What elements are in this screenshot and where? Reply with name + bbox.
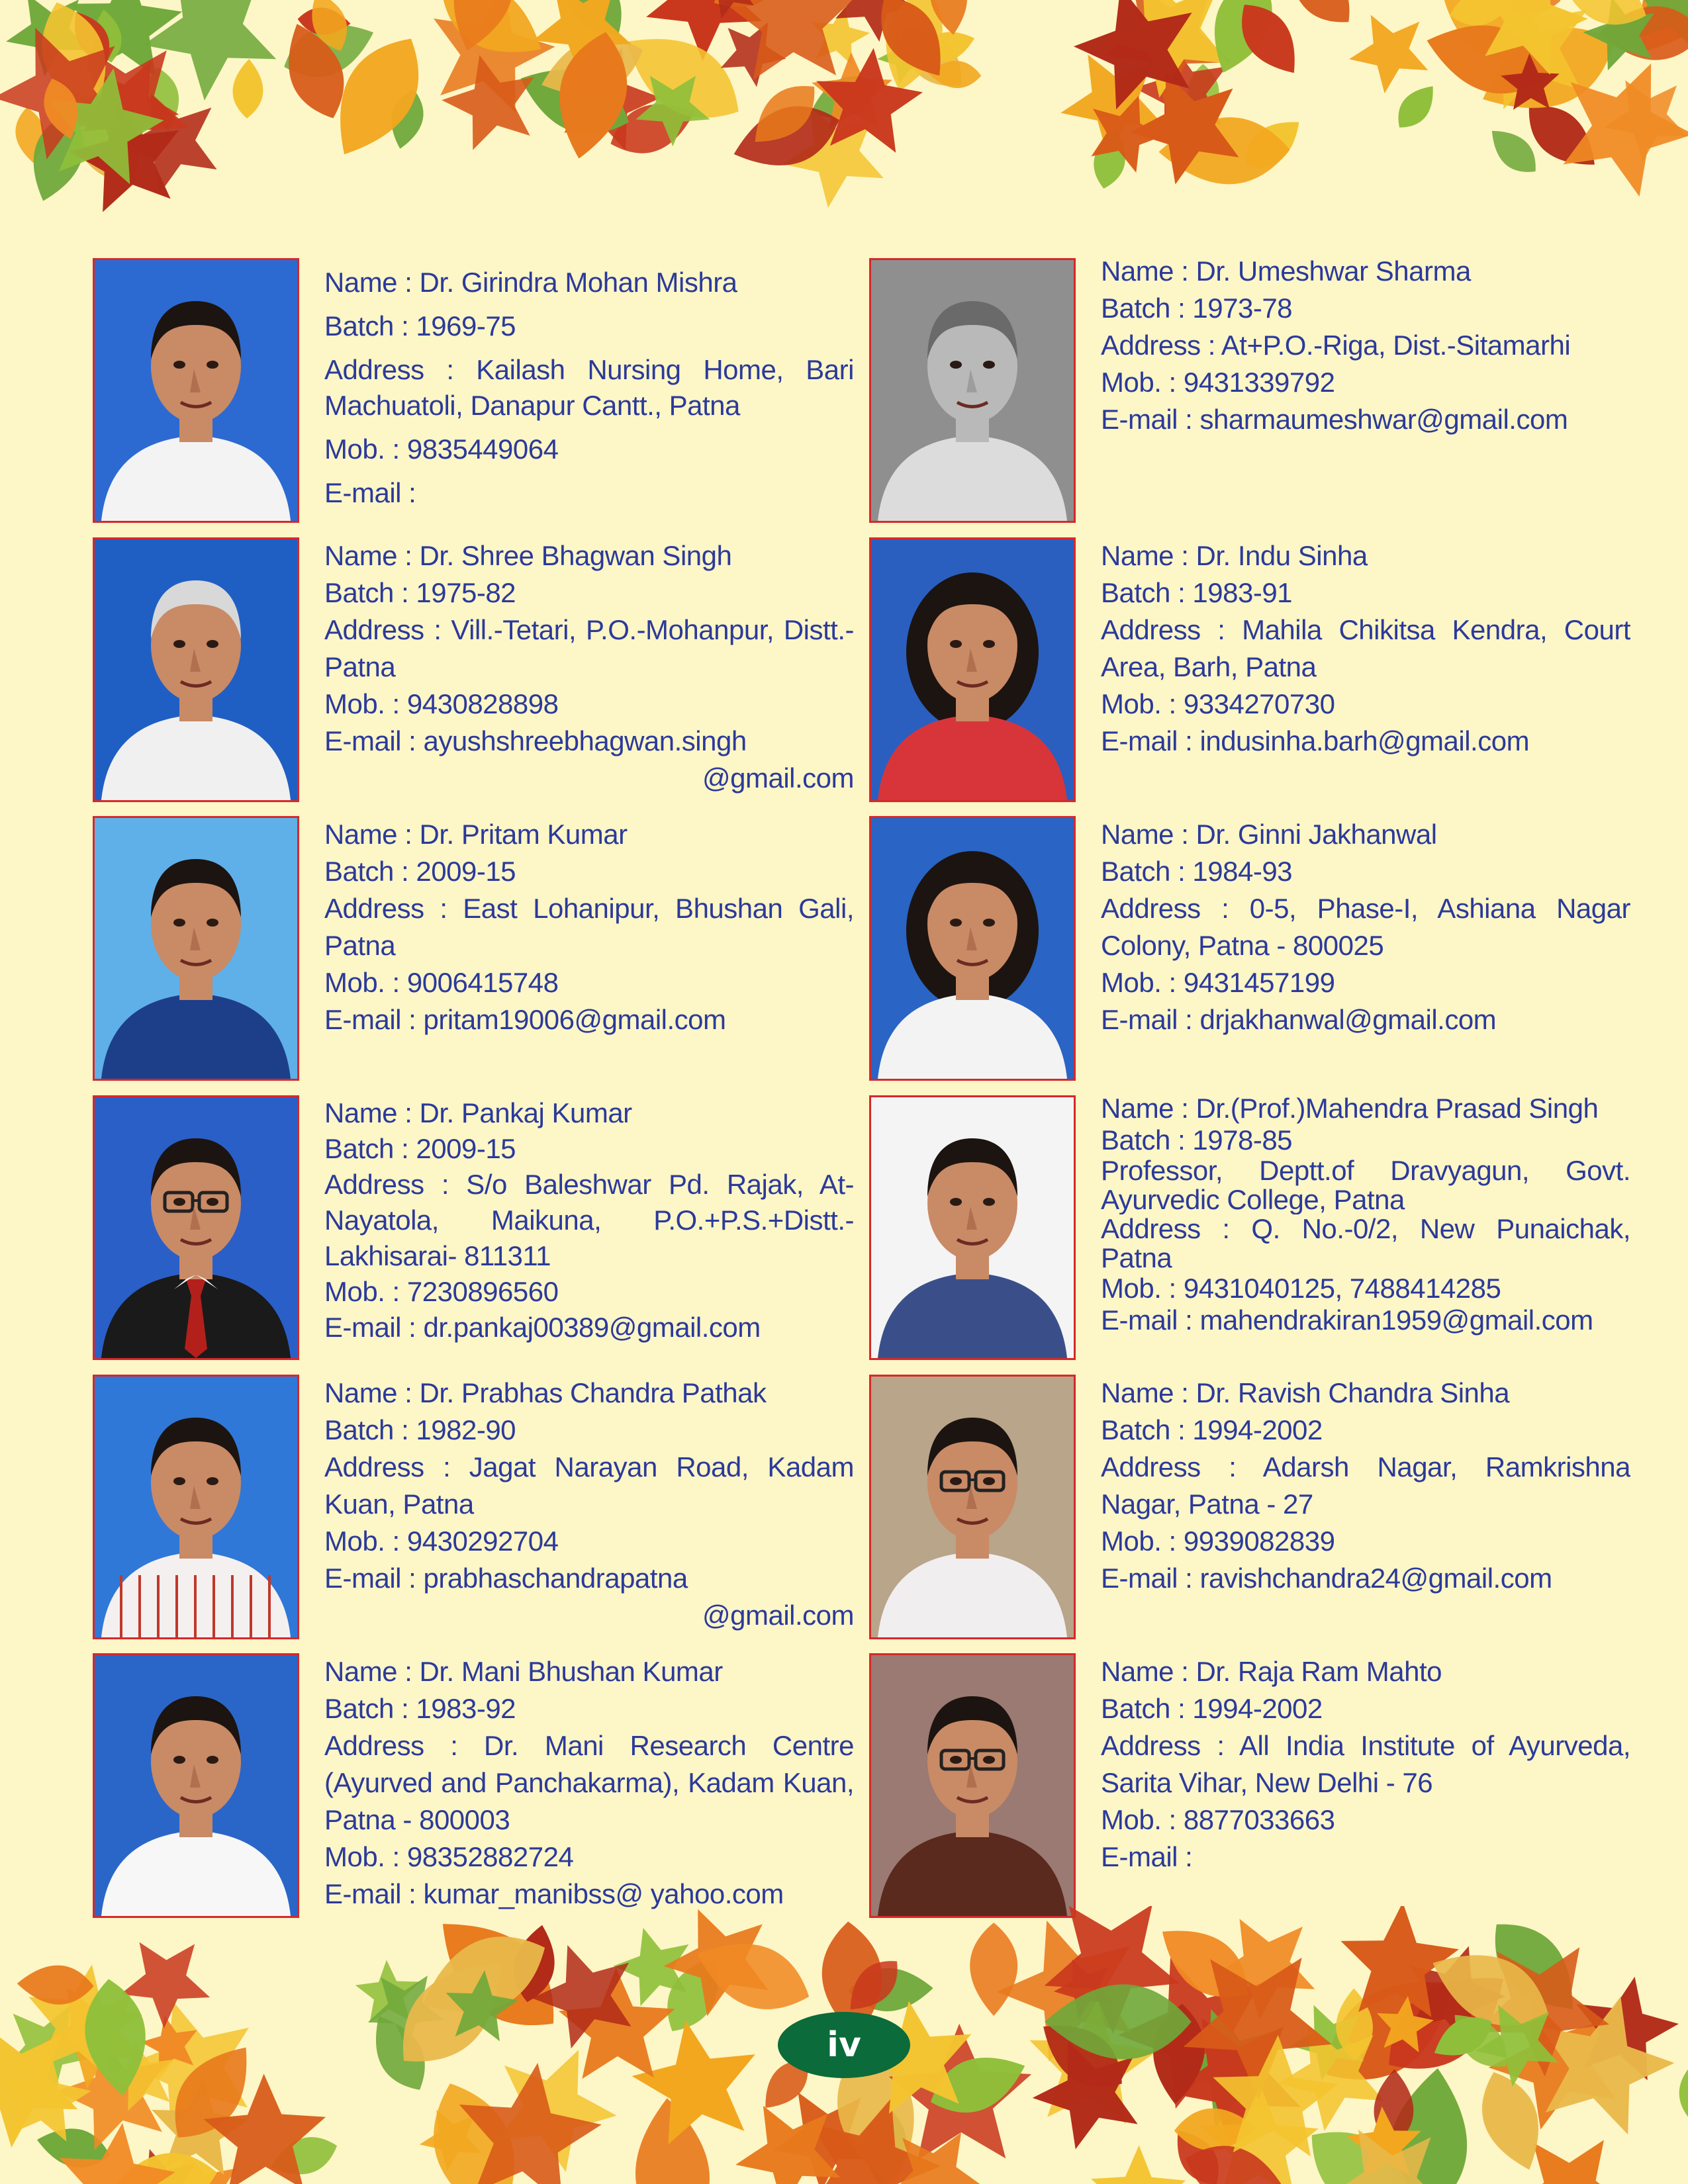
- member-email: E-mail : prabhaschandrapatna: [324, 1563, 688, 1594]
- member-name: Name : Dr. Shree Bhagwan Singh: [324, 540, 732, 571]
- member-email: E-mail : ravishchandra24@gmail.com: [1101, 1563, 1552, 1594]
- member-mobile: Mob. : 8877033663: [1101, 1804, 1335, 1835]
- member-photo: [93, 1375, 299, 1639]
- member-mobile: Mob. : 9430292704: [324, 1525, 559, 1557]
- member-name: Name : Dr.(Prof.)Mahendra Prasad Singh: [1101, 1093, 1599, 1124]
- member-name: Name : Dr. Mani Bhushan Kumar: [324, 1656, 723, 1687]
- member-photo: [869, 1375, 1076, 1639]
- member-card: [93, 1375, 861, 1639]
- member-name: Name : Dr. Indu Sinha: [1101, 540, 1368, 571]
- leaf-decoration: [1675, 2052, 1688, 2124]
- member-email: E-mail : sharmaumeshwar@gmail.com: [1101, 404, 1568, 435]
- member-card: [869, 255, 1637, 523]
- member-photo: [93, 816, 299, 1081]
- member-email: E-mail :: [1101, 1841, 1193, 1872]
- member-batch: Batch : 1969-75: [324, 310, 516, 341]
- member-address: Address : Mahila Chikitsa Kendra, Court Area, Barh, Patna: [1101, 614, 1630, 682]
- member-photo: [869, 537, 1076, 802]
- member-name: Name : Dr. Raja Ram Mahto: [1101, 1656, 1442, 1687]
- member-photo: [869, 816, 1076, 1081]
- member-card: [93, 1095, 861, 1360]
- leaf-decoration: [1345, 13, 1434, 99]
- member-designation: Professor, Deptt.of Dravyagun, Govt. Ayurvedic College, Patna: [1101, 1156, 1630, 1214]
- member-batch: Batch : 1994-2002: [1101, 1414, 1323, 1445]
- member-address: Address : Dr. Mani Research Centre (Ayurved and Panchakarma), Kadam Kuan, Patna - 800003: [324, 1730, 854, 1835]
- member-email: E-mail : drjakhanwal@gmail.com: [1101, 1004, 1497, 1035]
- member-mobile: Mob. : 9431457199: [1101, 967, 1335, 998]
- member-card: [93, 258, 861, 523]
- leaf-decoration: [1389, 77, 1443, 136]
- member-photo: [869, 258, 1076, 523]
- member-card: [869, 537, 1637, 802]
- member-batch: Batch : 1983-92: [324, 1693, 516, 1724]
- member-email: E-mail : indusinha.barh@gmail.com: [1101, 725, 1530, 756]
- member-batch: Batch : 1982-90: [324, 1414, 516, 1445]
- member-batch: Batch : 2009-15: [324, 1133, 516, 1164]
- member-batch: Batch : 1983-91: [1101, 577, 1293, 608]
- leaf-decoration: [970, 1923, 1017, 2016]
- top-leaf-border: [0, 0, 1688, 218]
- member-name: Name : Dr. Ravish Chandra Sinha: [1101, 1377, 1510, 1408]
- leaf-decoration: [438, 53, 535, 154]
- member-photo: [93, 258, 299, 523]
- member-batch: Batch : 1984-93: [1101, 856, 1293, 887]
- member-photo: [93, 1653, 299, 1918]
- member-mobile: Mob. : 9006415748: [324, 967, 559, 998]
- member-mobile: Mob. : 9835449064: [324, 433, 559, 465]
- member-card: [93, 1653, 861, 1918]
- member-mobile: Mob. : 9430828898: [324, 688, 559, 719]
- member-email: E-mail : pritam19006@gmail.com: [324, 1004, 726, 1035]
- member-batch: Batch : 1994-2002: [1101, 1693, 1323, 1724]
- member-name: Name : Dr. Pritam Kumar: [324, 819, 628, 850]
- member-address: Address : East Lohanipur, Bhushan Gali, Patna: [324, 893, 854, 961]
- member-photo: [93, 537, 299, 802]
- member-email: E-mail : dr.pankaj00389@gmail.com: [324, 1312, 761, 1343]
- member-name: Name : Dr. Umeshwar Sharma: [1101, 255, 1471, 287]
- member-card: [869, 816, 1637, 1081]
- member-address: Address : Q. No.-0/2, New Punaichak, Patna: [1101, 1214, 1630, 1273]
- member-address: Address : 0-5, Phase-I, Ashiana Nagar Colony, Patna - 800025: [1101, 893, 1630, 961]
- member-mobile: Mob. : 9431040125, 7488414285: [1101, 1273, 1501, 1304]
- member-batch: Batch : 2009-15: [324, 856, 516, 887]
- member-name: Name : Dr. Girindra Mohan Mishra: [324, 267, 737, 298]
- member-address: Address : Jagat Narayan Road, Kadam Kuan, Patna: [324, 1451, 854, 1520]
- member-mobile: Mob. : 9431339792: [1101, 367, 1335, 398]
- member-email-cont: @gmail.com: [702, 1600, 854, 1631]
- member-email: E-mail : mahendrakiran1959@gmail.com: [1101, 1304, 1593, 1336]
- member-mobile: Mob. : 9334270730: [1101, 688, 1335, 719]
- member-email-cont: @gmail.com: [702, 762, 854, 794]
- member-mobile: Mob. : 98352882724: [324, 1841, 574, 1872]
- member-batch: Batch : 1975-82: [324, 577, 516, 608]
- member-card: [869, 1095, 1637, 1360]
- member-address: Address : S/o Baleshwar Pd. Rajak, At-Nayatola, Maikuna, P.O.+P.S.+Distt.-Lakhisarai- 811311: [324, 1169, 854, 1271]
- member-mobile: Mob. : 7230896560: [324, 1276, 559, 1307]
- member-name: Name : Dr. Prabhas Chandra Pathak: [324, 1377, 767, 1408]
- member-email: E-mail : kumar_manibss@ yahoo.com: [324, 1878, 784, 1909]
- member-address: Address : All India Institute of Ayurveda, Sarita Vihar, New Delhi - 76: [1101, 1730, 1630, 1798]
- member-photo: [869, 1653, 1076, 1918]
- member-card: [869, 1653, 1637, 1918]
- leaf-decoration: [232, 58, 264, 118]
- member-address: Address : Vill.-Tetari, P.O.-Mohanpur, Distt.-Patna: [324, 614, 854, 682]
- member-name: Name : Dr. Ginni Jakhanwal: [1101, 819, 1437, 850]
- member-address: Address : At+P.O.-Riga, Dist.-Sitamarhi: [1101, 330, 1571, 361]
- member-batch: Batch : 1973-78: [1101, 293, 1293, 324]
- member-address: Address : Adarsh Nagar, Ramkrishna Nagar, Patna - 27: [1101, 1451, 1630, 1520]
- member-batch: Batch : 1978-85: [1101, 1124, 1293, 1156]
- member-mobile: Mob. : 9939082839: [1101, 1525, 1335, 1557]
- member-card: [93, 537, 861, 802]
- member-photo: [869, 1095, 1076, 1360]
- member-address: Address : Kailash Nursing Home, Bari Machuatoli, Danapur Cantt., Patna: [324, 354, 854, 421]
- member-card: [93, 816, 861, 1081]
- member-name: Name : Dr. Pankaj Kumar: [324, 1097, 632, 1128]
- member-email: E-mail : ayushshreebhagwan.singh: [324, 725, 747, 756]
- member-card: [869, 1375, 1637, 1639]
- leaf-decoration: [1076, 2134, 1192, 2184]
- member-photo: [93, 1095, 299, 1360]
- page-number: iv: [778, 2012, 910, 2078]
- member-email: E-mail :: [324, 477, 416, 508]
